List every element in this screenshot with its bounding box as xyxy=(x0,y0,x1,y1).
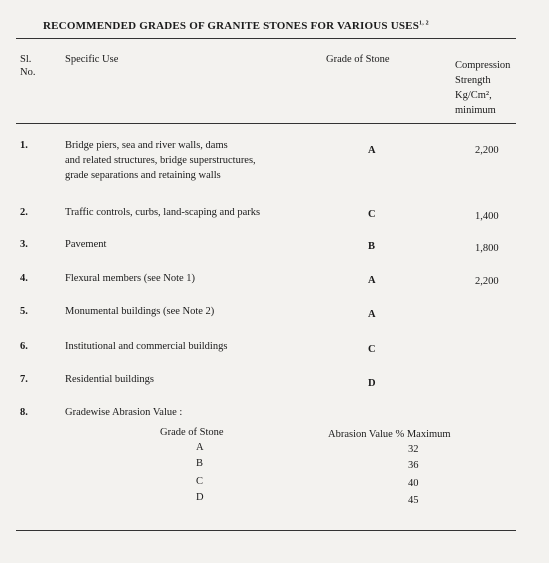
row-2-use: Traffic controls, curbs, land-scaping and parks xyxy=(65,207,261,218)
abrasion-grade-b: B xyxy=(196,458,204,469)
row-1-number: 1. xyxy=(20,140,28,151)
table-title xyxy=(43,20,429,32)
row-1-use xyxy=(65,138,256,183)
title-text: RECOMMENDED GRADES OF GRANITE STONES FOR VARIOUS USES xyxy=(43,20,420,32)
row-1-strength: 2,200 xyxy=(475,145,499,156)
row-6-grade: C xyxy=(368,344,376,355)
title-superscript: 1, 2 xyxy=(419,20,429,27)
header-sl xyxy=(20,54,35,78)
row-3-use: Pavement xyxy=(65,239,107,250)
row-6-number: 6. xyxy=(20,341,28,352)
row-3-strength: 1,800 xyxy=(475,243,499,254)
header-sl-line1: Sl. xyxy=(20,54,32,65)
row-4-number: 4. xyxy=(20,273,28,284)
abrasion-value-a: 32 xyxy=(408,444,419,455)
row-1-use-line1: Bridge piers, sea and river walls, dams xyxy=(65,140,228,151)
row-5-grade: A xyxy=(368,309,376,320)
bottom-rule xyxy=(16,530,516,531)
abrasion-value-d: 45 xyxy=(408,495,419,506)
abrasion-grade-a: A xyxy=(196,442,204,453)
abrasion-header-value: Abrasion Value % Maximum xyxy=(328,429,451,440)
row-3-grade: B xyxy=(368,241,376,252)
row-1-use-line3: grade separations and retaining walls xyxy=(65,170,221,181)
header-strength-line4: minimum xyxy=(455,105,496,116)
row-7-grade: D xyxy=(368,378,376,389)
row-2-number: 2. xyxy=(20,207,28,218)
header-strength xyxy=(455,58,510,118)
row-5-number: 5. xyxy=(20,306,28,317)
abrasion-header-grade: Grade of Stone xyxy=(160,427,224,438)
row-8-number: 8. xyxy=(20,407,28,418)
abrasion-label: Gradewise Abrasion Value : xyxy=(65,407,183,418)
abrasion-grade-d: D xyxy=(196,492,204,503)
row-4-grade: A xyxy=(368,275,376,286)
row-7-use: Residential buildings xyxy=(65,374,154,385)
header-specific-use: Specific Use xyxy=(65,54,119,65)
row-4-use: Flexural members (see Note 1) xyxy=(65,273,196,284)
row-1-use-line2: and related structures, bridge superstructures, xyxy=(65,155,256,166)
header-rule xyxy=(16,123,516,124)
header-grade: Grade of Stone xyxy=(326,54,390,65)
row-7-number: 7. xyxy=(20,374,28,385)
row-3-number: 3. xyxy=(20,239,28,250)
row-5-use: Monumental buildings (see Note 2) xyxy=(65,306,215,317)
header-strength-line2: Strength xyxy=(455,75,491,86)
header-sl-line2: No. xyxy=(20,67,36,78)
row-2-strength: 1,400 xyxy=(475,211,499,222)
row-6-use: Institutional and commercial buildings xyxy=(65,341,228,352)
abrasion-grade-c: C xyxy=(196,476,204,487)
row-1-grade: A xyxy=(368,145,376,156)
row-4-strength: 2,200 xyxy=(475,276,499,287)
top-rule xyxy=(16,38,516,39)
header-strength-line1: Compression xyxy=(455,60,511,71)
header-strength-line3: Kg/Cm², xyxy=(455,90,492,101)
abrasion-value-c: 40 xyxy=(408,478,419,489)
abrasion-value-b: 36 xyxy=(408,460,419,471)
row-2-grade: C xyxy=(368,209,376,220)
